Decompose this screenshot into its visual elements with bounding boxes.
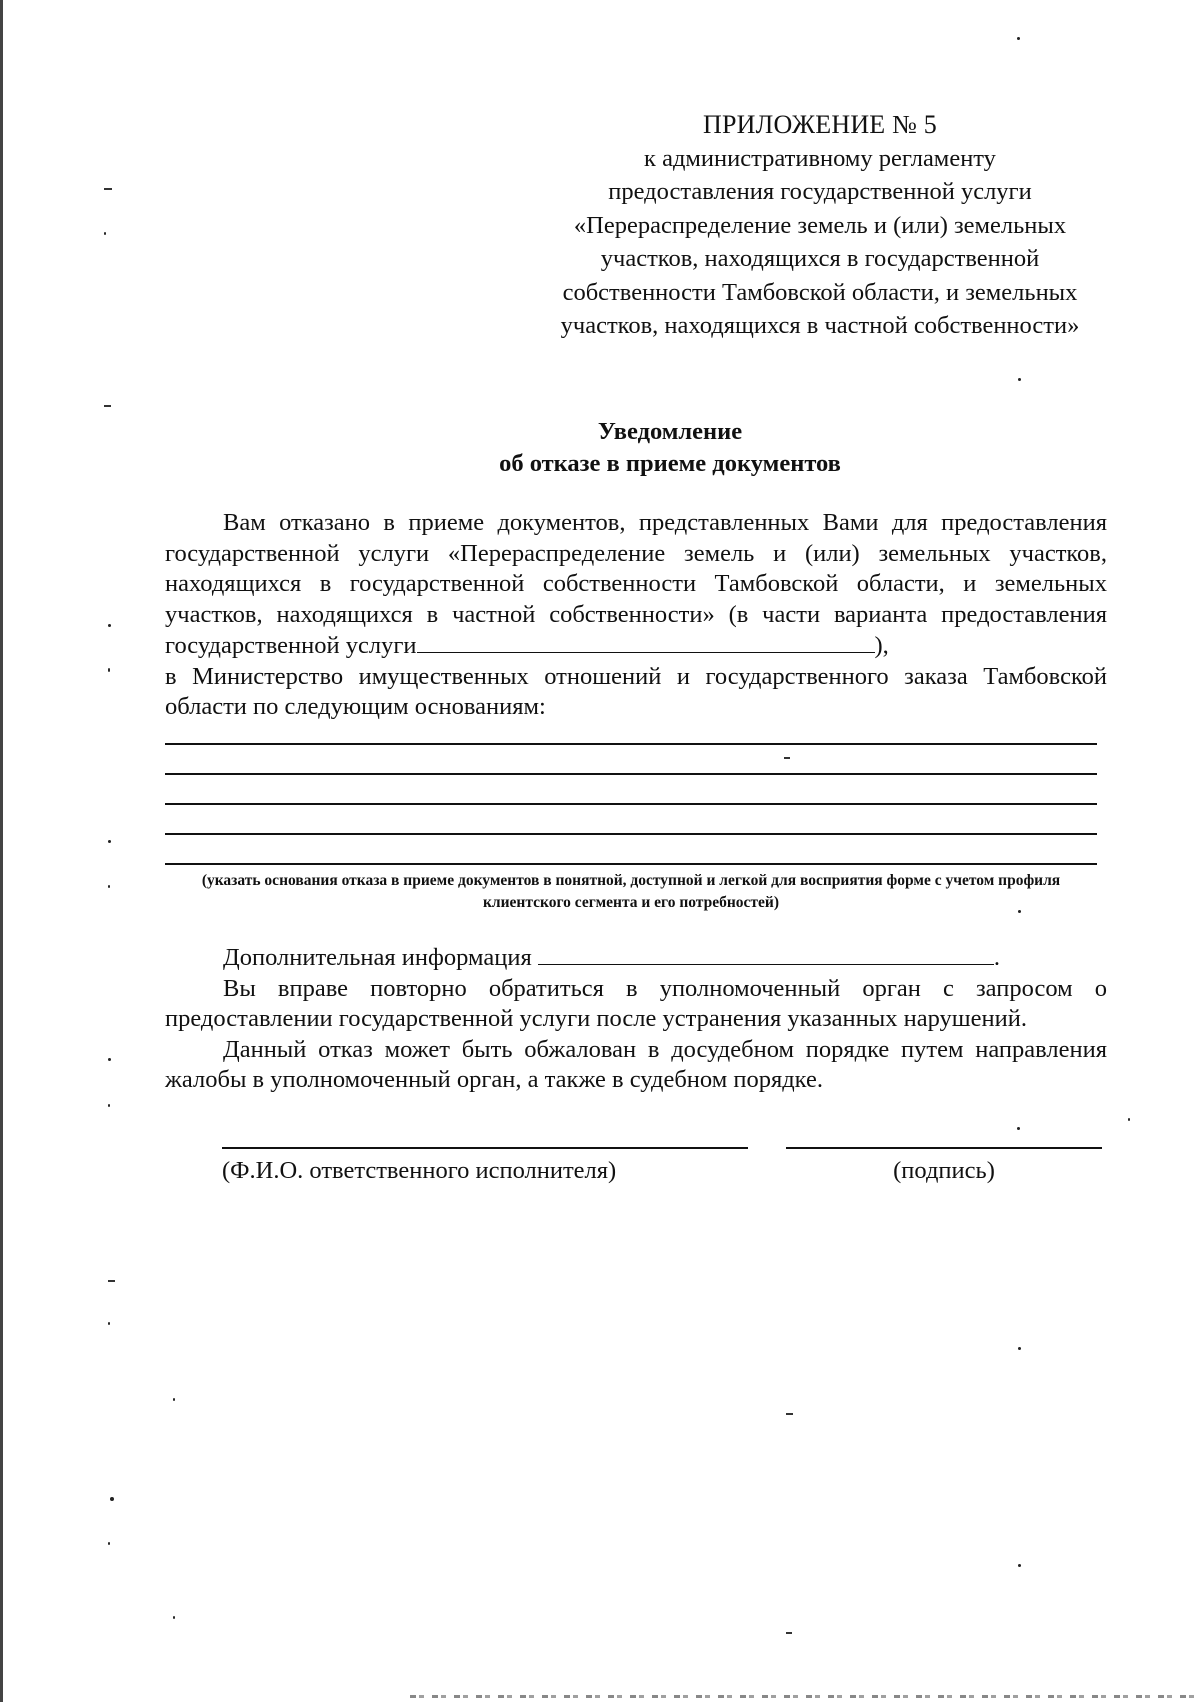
appendix-line: собственности Тамбовской области, и земельных bbox=[562, 278, 1078, 306]
reason-line bbox=[165, 833, 1097, 835]
scan-speck bbox=[173, 1616, 175, 1619]
reason-line bbox=[165, 803, 1097, 805]
ministry-paragraph: в Министерство имущественных отношений и государственного заказа Тамбовской области по следующим основаниям: bbox=[165, 662, 1107, 720]
refusal-paragraph bbox=[165, 508, 1107, 662]
notice-title: Уведомление bbox=[597, 418, 743, 445]
scan-speck bbox=[1018, 1564, 1021, 1567]
scan-dash bbox=[786, 1413, 793, 1415]
notice-subtitle: об отказе в приеме документов bbox=[499, 450, 841, 477]
scan-speck bbox=[104, 232, 106, 235]
appeal-paragraph: Данный отказ может быть обжалован в досудебном порядке путем направления жалобы в уполномоченный орган, а также в судебном порядке. bbox=[165, 1035, 1107, 1093]
scan-dash bbox=[108, 1280, 115, 1282]
scan-speck bbox=[108, 1542, 110, 1545]
appendix-line: предоставления государственной услуги bbox=[608, 178, 1032, 205]
refusal-text-close: ), bbox=[874, 632, 889, 659]
appendix-header bbox=[530, 108, 1110, 343]
reasons-hint: (указать основания отказа в приеме документов в понятной, доступной и легкой для восприятия форме с учетом профиля клиентского сегмента и его потребностей) bbox=[201, 872, 1061, 911]
scan-speck bbox=[1017, 37, 1020, 40]
refusal-text: Вам отказано в приеме документов, представленных Вами для предоставления государственной услуги «Перераспределение земель и (или) земельных участков, находящихся в государственной собственности Тамбовской области, и земельных участков, находящихся в частной собственности» (в части варианта предоставления государственной услуги bbox=[165, 509, 1107, 659]
scan-left-edge bbox=[0, 0, 3, 1702]
executor-caption: (Ф.И.О. ответственного исполнителя) bbox=[222, 1156, 617, 1184]
scan-speck bbox=[108, 1104, 110, 1107]
scan-speck bbox=[173, 1398, 175, 1401]
scan-speck bbox=[110, 1497, 114, 1501]
additional-info-label: Дополнительная информация bbox=[223, 944, 532, 971]
scan-dash bbox=[104, 405, 111, 407]
signature-field[interactable] bbox=[786, 1147, 1102, 1149]
scan-speck bbox=[108, 1058, 111, 1061]
scan-dash bbox=[784, 757, 790, 759]
scan-speck bbox=[108, 840, 111, 843]
appendix-line: к административному регламенту bbox=[644, 144, 996, 172]
scan-speck bbox=[108, 624, 111, 627]
scan-speck bbox=[1017, 1127, 1020, 1130]
scan-speck bbox=[1018, 1347, 1021, 1350]
appendix-title: ПРИЛОЖЕНИЕ № 5 bbox=[703, 110, 937, 139]
scan-speck bbox=[108, 668, 110, 672]
scan-speck bbox=[108, 1322, 110, 1325]
reason-line bbox=[165, 743, 1097, 745]
reason-line bbox=[165, 863, 1097, 865]
executor-name-field[interactable] bbox=[222, 1147, 748, 1149]
appendix-line: участков, находящихся в частной собственности» bbox=[560, 312, 1080, 339]
scan-speck bbox=[1128, 1118, 1130, 1121]
reason-line bbox=[165, 773, 1097, 775]
scan-dash bbox=[104, 188, 112, 190]
additional-info-field[interactable] bbox=[538, 942, 994, 965]
appendix-line: «Перераспределение земель и (или) земельных bbox=[573, 211, 1067, 239]
notice-closing bbox=[165, 942, 1107, 1096]
signature-block bbox=[786, 1147, 1102, 1185]
additional-info-end: . bbox=[993, 944, 1000, 971]
additional-info-row bbox=[165, 942, 1107, 974]
repeat-request-paragraph: Вы вправе повторно обратиться в уполномоченный орган с запросом о предоставлении государственной услуги после устранения указанных нарушений. bbox=[165, 974, 1107, 1032]
executor-signature-block bbox=[222, 1147, 748, 1185]
notice-body bbox=[165, 508, 1107, 723]
notice-heading bbox=[300, 416, 1040, 480]
service-variant-field[interactable] bbox=[417, 630, 875, 653]
scan-bottom-noise bbox=[410, 1695, 1200, 1698]
signature-caption: (подпись) bbox=[893, 1156, 995, 1184]
scan-dash bbox=[786, 1632, 792, 1634]
scan-speck bbox=[108, 885, 110, 888]
scan-speck bbox=[1018, 910, 1021, 913]
appendix-line: участков, находящихся в государственной bbox=[600, 245, 1040, 272]
scan-speck bbox=[1018, 378, 1021, 381]
